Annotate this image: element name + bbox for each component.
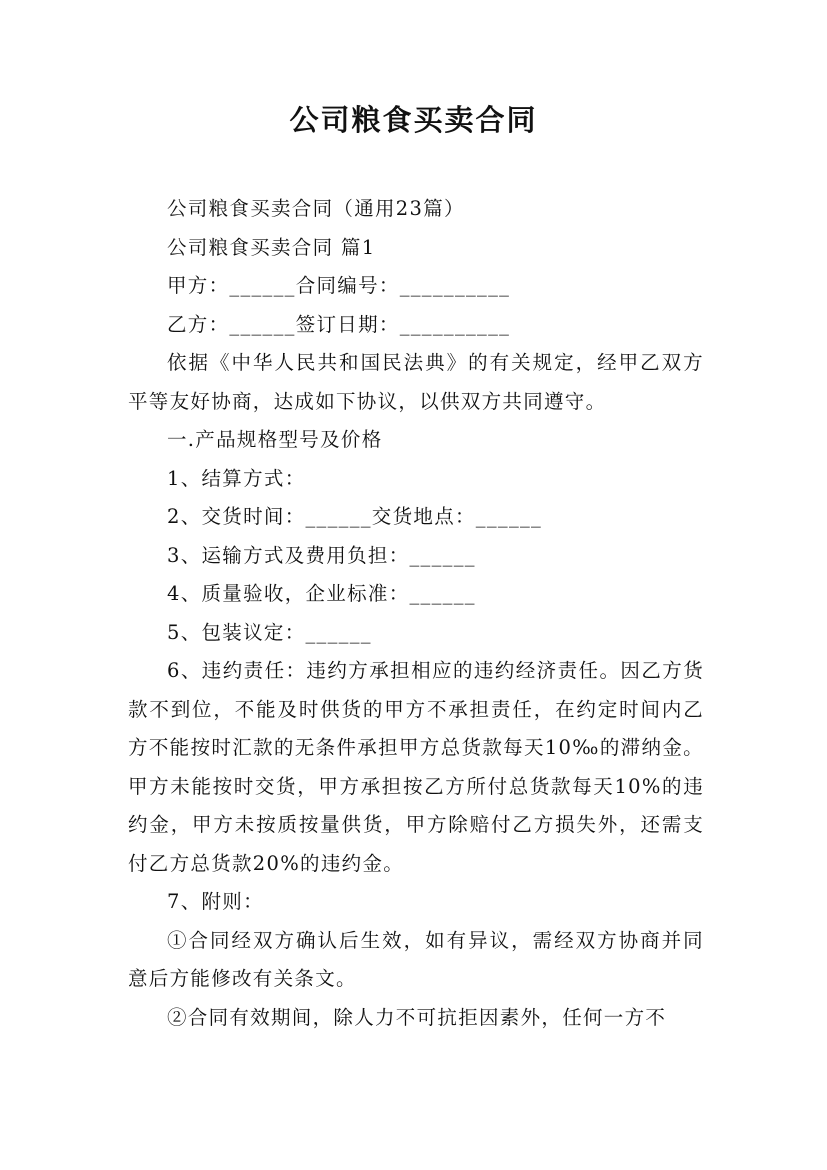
paragraph-section-heading: 公司粮食买卖合同 篇1 — [167, 235, 376, 259]
paragraph-preamble: 依据《中华人民共和国民法典》的有关规定，经甲乙双方平等友好协商，达成如下协议，以供双方共同遵守。 — [128, 351, 704, 413]
paragraph-appendix-1: ①合同经双方确认后生效，如有异议，需经双方协商并同意后方能修改有关条文。 — [128, 928, 704, 990]
paragraph-appendix-2: ②合同有效期间，除人力不可抗拒因素外，任何一方不 — [167, 1005, 667, 1029]
paragraph-clause-heading: 一.产品规格型号及价格 — [167, 428, 383, 451]
paragraph-subtitle: 公司粮食买卖合同（通用23篇） — [167, 197, 465, 220]
paragraph-item-3: 3、运输方式及费用负担：______ — [167, 543, 476, 567]
paragraph-item-4: 4、质量验收，企业标准：______ — [167, 582, 476, 605]
document-title: 公司粮食买卖合同 — [289, 103, 538, 137]
paragraph-item-7: 7、附则： — [167, 890, 264, 913]
paragraph-item-1: 1、结算方式： — [167, 466, 306, 490]
paragraph-party-a: 甲方：______合同编号：__________ — [167, 274, 511, 297]
paragraph-item-2: 2、交货时间：______交货地点：______ — [167, 505, 543, 528]
paragraph-party-b: 乙方：______签订日期：__________ — [167, 312, 511, 336]
paragraph-item-6: 6、违约责任：违约方承担相应的违约经济责任。因乙方货款不到位，不能及时供货的甲方不承担责任，在约定时间内乙方不能按时汇款的无条件承担甲方总货款每天10‰的滞纳金。甲方未能按时交货，甲方承担按乙方所付总货款每天10%的违约金，甲方未按质按量供货，甲方除赔付乙方损失外，还需支付乙方总货款20%的违约金。 — [128, 659, 704, 875]
document-body — [128, 190, 704, 1037]
paragraph-item-5: 5、包装议定：______ — [167, 620, 372, 644]
